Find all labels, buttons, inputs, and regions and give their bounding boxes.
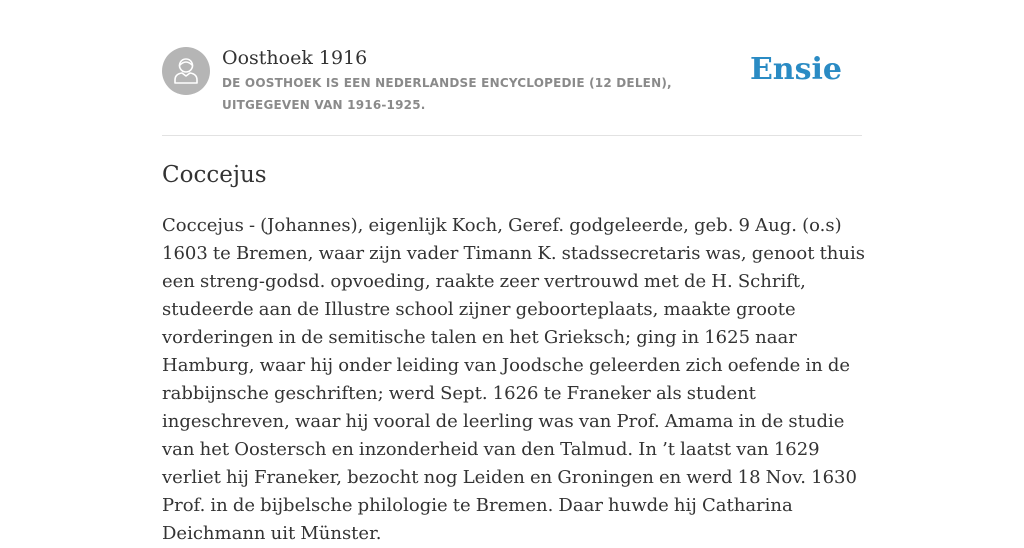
user-silhouette-icon	[162, 47, 210, 95]
article-title: Coccejus	[162, 162, 267, 188]
article-body: Coccejus - (Johannes), eigenlijk Koch, Geref. godgeleerde, geb. 9 Aug. (o.s) 1603 te Bremen, waar zijn vader Timann K. stadssecretaris was, genoot thuis een streng-godsd. opvoeding, raakte zeer vertrouwd met de H. Schrift, studeerde aan de Illustre school zijner geboorteplaats, maakte groote vorderingen in de semitische talen en het Grieksch; ging in 1625 naar Hamburg, waar hij onder leiding van Joodsche geleerden zich oefende in de rabbijnsche geschriften; werd Sept. 1626 te Franeker als student ingeschreven, waar hij vooral de leerling was van Prof. Amama in de studie van het Oostersch en inzonderheid van den Talmud. In ’t laatst van 1629 verliet hij Franeker, bezocht nog Leiden en Groningen en werd 18 Nov. 1630 Prof. in de bijbelsche philologie te Bremen. Daar huwde hij Catharina Deichmann uit Münster.	[162, 215, 865, 544]
source-description: DE OOSTHOEK IS EEN NEDERLANDSE ENCYCLOPEDIE (12 DELEN), UITGEGEVEN VAN 1916-1925.	[222, 76, 672, 112]
source-avatar[interactable]	[162, 47, 210, 95]
source-header	[162, 44, 862, 136]
ensie-logo[interactable]: Ensie	[749, 52, 842, 87]
source-name[interactable]: Oosthoek 1916	[222, 47, 368, 69]
